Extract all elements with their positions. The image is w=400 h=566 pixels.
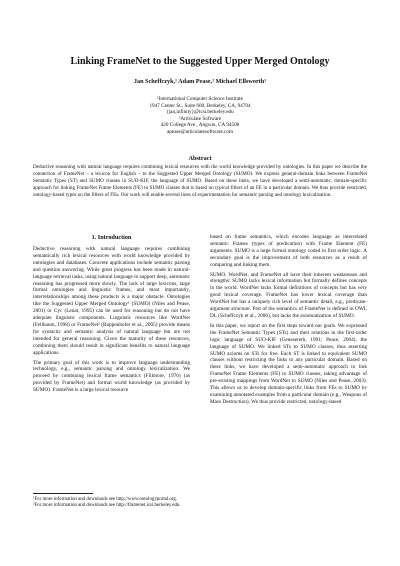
affiliation-line: 1947 Center St., Suite 600, Berkeley, CA, 94704 (149, 102, 251, 109)
affiliation-line: 420 College Ave., Angwin, CA 94508 (160, 122, 240, 129)
footnote: ¹For more information and downloads see http://www.ontologyportal.org. (33, 497, 178, 502)
footnote-rule (33, 493, 93, 494)
paper-title: Linking FrameNet to the Suggested Upper Merged Ontology (70, 56, 330, 67)
abstract-body: Deductive reasoning with natural language requires combining lexical resources with the world knowledge provided by ontologies. In this paper we describe the connection of FrameNet – a lexicon for English – to the Suggested Upper Merged Ontology (SUMO). We express general-domain links between FrameNet Semantic Types (ST) and SUMO classes in SUO-KIF, the language of SUMO. Based on these links, we have developed a semi-automatic, domain-specific approach for linking FrameNet Frame Elements (FE) to SUMO classes that is based on typical fillers of an FE in a particular domain. We thus provide restricted, ontology-based types on the fillers of FEs. Our work will enable several lines of experimentation for semantic parsing and ontology lexicalization. (33, 164, 367, 198)
paragraph: based on frame semantics, which encodes language as interrelated semantic Frames (types of predication) with Frame Element (FE) arguments. SUMO is a large formal ontology coded in first order logic. A secondary goal is the improvement of both resources as a result of comparing and linking them. (210, 234, 367, 268)
author-list: Jan Scheffczyk,¹ Adam Pease,² Michael Ellsworth¹ (133, 78, 267, 85)
right-column (210, 234, 367, 409)
affiliation-line: ¹International Computer Science Institute (157, 96, 243, 102)
section-heading: 1. Introduction (91, 234, 132, 241)
paragraph: Deductive reasoning with natural language requires combining semantically rich lexical resources with world knowledge provided by ontologies and databases. Concrete applications include semantic parsing and question answering. While great progress has been made in natural-language retrieval tasks, using natural language to support deep, automatic reasoning has progressed more slowly. The lack of large lexicons, large formal ontologies and linguistic frames, and most importantly, interrelationships among these products is a major obstacle. Ontologies like the Suggested Upper Merged Ontology¹ (SUMO) (Niles and Pease, 2001) or Cyc (Lenat, 1995) can be used for reasoning but do not have adequate linguistic components. Linguistic resources like WordNet (Fellbaum, 1998) or FrameNet² (Ruppenhofer et al., 2005) provide means for syntactic and semantic analysis of natural language but are not intended for general reasoning. Given the maturity of these resources, combining them should result in significant benefits to natural language applications. (33, 246, 190, 356)
affiliation-email: {jan,infinity}@icsi.berkeley.edu (166, 109, 234, 116)
paragraph: In this paper, we report on the first steps toward our goals. We expressed the FrameNet Semantic Types (STs) and their relations in the first-order logic language of SUO-KIF (Genesereth, 1991; Pease, 2004), the language of SUMO. We linked STs to SUMO classes, thus asserting SUMO axioms on STs for free. Each ST is linked to equivalent SUMO classes without restricting the links to any particular domain. Based on these links, we have developed a semi-automatic approach to link FrameNet Frame Elements (FE) to SUMO classes, taking advantage of pre-existing mappings from WordNet to SUMO (Niles and Pease, 2003). This allows us to develop domain-specific links from FEs to SUMO by examining annotated examples from a particular domain (e.g., Weapons of Mass Destruction). We thus provide restricted, ontology-based (210, 322, 367, 405)
footnotes (33, 493, 190, 510)
affiliation-line: ²Articulate Software (178, 115, 222, 122)
footnote: ²For more information and downloads see http://framenet.icsi.berkeley.edu. (33, 503, 181, 509)
paragraph: SUMO, WordNet, and FrameNet all have their inherent weaknesses and strengths: SUMO lacks lexical information but formally defines concepts in the world. WordNet lacks formal definitions of concepts but has very good lexical coverage. FrameNet has lower lexical coverage than WordNet but has a uniquely rich level of semantic detail, e.g., predicate-argument structure. Part of the semantics of FrameNet is defined in OWL DL (Scheffczyk et al., 2006), but lacks the axiomatization of SUMO. (210, 271, 367, 319)
paragraph: The primary goal of this work is to improve language understanding technology, e.g., semantic parsing and ontology lexicalization. We proceed by combining lexical frame semantics (Fillmore, 1976) (as provided by FrameNet) and formal world knowledge (as provided by SUMO). FrameNet is a large lexical resource (33, 359, 190, 394)
left-column (33, 232, 190, 397)
abstract-heading: Abstract (188, 155, 212, 162)
affiliation-email: apease@articulatesoftware.com (167, 128, 233, 135)
affiliations (100, 96, 300, 136)
